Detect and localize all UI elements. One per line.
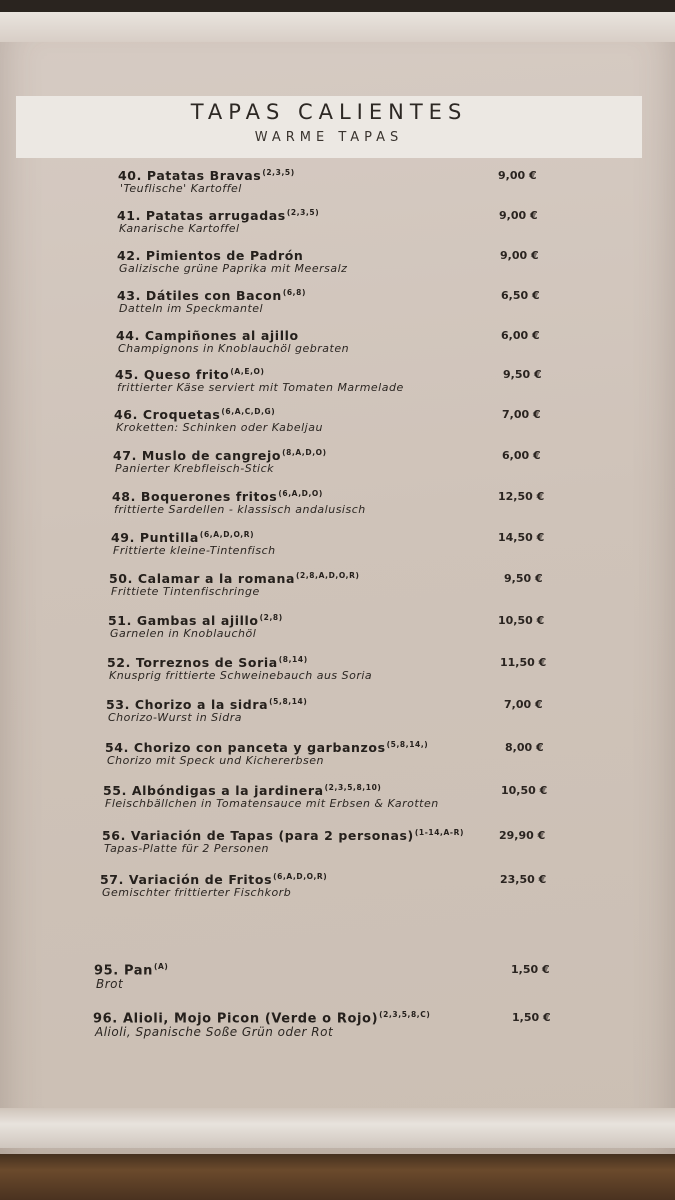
item-description: 'Teuflische' Kartoffel — [120, 182, 242, 195]
item-price: 6,00 € — [502, 449, 541, 462]
item-price: 14,50 € — [498, 531, 545, 544]
item-name: 50. Calamar a la romana$^{(2,8,A,D,O,R)}$ — [109, 571, 360, 587]
item-name: 53. Chorizo a la sidra$^{(5,8,14)}$ — [106, 697, 308, 713]
item-price: 12,50 € — [498, 490, 545, 503]
item-description: Brot — [96, 977, 124, 991]
item-allergens: (8,A,D,O) — [282, 448, 327, 457]
item-allergens: (2,3,5,8,10) — [324, 783, 382, 792]
item-description: frittierter Käse serviert mit Tomaten Marmelade — [117, 381, 404, 394]
item-name: 52. Torreznos de Soria$^{(8,14)}$ — [107, 655, 308, 671]
menu-subtitle: WARME TAPAS — [254, 130, 404, 145]
item-name: 44. Campiñones al ajillo — [116, 328, 299, 344]
item-description: Datteln im Speckmantel — [119, 302, 264, 315]
item-description: Kroketten: Schinken oder Kabeljau — [116, 421, 323, 434]
item-name: 45. Queso frito$^{(A,E,O)}$ — [115, 367, 265, 383]
item-name: 96. Alioli, Mojo Picon (Verde o Rojo)$^{(2,3,5,8,C)}$ — [93, 1010, 431, 1027]
item-description: Knusprig frittierte Schweinebauch aus Soria — [109, 669, 373, 682]
item-name: 40. Patatas Bravas$^{(2,3,5)}$ — [118, 168, 295, 184]
page-bottom-edge — [0, 1108, 675, 1148]
item-description: Chorizo mit Speck und Kichererbsen — [107, 754, 324, 767]
item-allergens: (2,3,5) — [262, 168, 295, 177]
item-description: Gemischter frittierter Fischkorb — [102, 886, 292, 899]
item-name: 41. Patatas arrugadas$^{(2,3,5)}$ — [117, 208, 320, 224]
item-allergens: (A) — [153, 962, 169, 971]
item-description: Garnelen in Knoblauchöl — [110, 627, 257, 640]
item-name: 54. Chorizo con panceta y garbanzos$^{(5,8,14,)}$ — [105, 740, 429, 756]
item-price: 1,50 € — [511, 963, 550, 976]
item-price: 10,50 € — [498, 614, 545, 627]
item-allergens: (2,8,A,D,O,R) — [296, 571, 360, 580]
item-name: 43. Dátiles con Bacon$^{(6,8)}$ — [117, 288, 306, 304]
item-description: Kanarische Kartoffel — [119, 222, 240, 235]
item-allergens: (6,8) — [282, 288, 306, 297]
item-price: 9,50 € — [503, 368, 542, 381]
item-name: 42. Pimientos de Padrón — [117, 248, 304, 264]
item-description: Frittierte kleine-Tintenfisch — [113, 544, 276, 557]
item-allergens: (2,3,5) — [286, 208, 320, 217]
item-name: 49. Puntilla$^{(6,A,D,O,R)}$ — [111, 530, 255, 546]
item-description: frittierte Sardellen - klassisch andalusisch — [114, 503, 366, 516]
item-price: 1,50 € — [512, 1011, 551, 1024]
item-price: 29,90 € — [499, 829, 546, 842]
page-top-edge — [0, 12, 675, 42]
menu-title: TAPAS CALIENTES — [190, 100, 468, 124]
item-description: Tapas-Platte für 2 Personen — [104, 842, 270, 855]
item-name: 95. Pan$^{(A)}$ — [94, 962, 169, 979]
item-allergens: (1-14,A-R) — [414, 828, 465, 837]
item-price: 9,00 € — [500, 249, 539, 262]
item-allergens: (8,14) — [278, 655, 308, 664]
item-allergens: (5,8,14) — [269, 697, 308, 706]
item-price: 10,50 € — [501, 784, 548, 797]
item-price: 8,00 € — [505, 741, 544, 754]
item-description: Champignons in Knoblauchöl gebraten — [118, 342, 350, 355]
item-price: 7,00 € — [502, 408, 541, 421]
item-allergens: (2,8) — [259, 613, 283, 622]
item-allergens: (2,3,5,8,C) — [379, 1010, 431, 1019]
item-price: 6,00 € — [501, 329, 540, 342]
item-allergens: (6,A,D,O,R) — [199, 530, 255, 539]
item-description: Panierter Krebfleisch-Stick — [115, 462, 275, 475]
item-description: Frittiete Tintenfischringe — [111, 585, 260, 598]
item-allergens: (6,A,C,D,G) — [221, 407, 276, 416]
item-price: 9,50 € — [504, 572, 543, 585]
item-price: 23,50 € — [500, 873, 547, 886]
item-allergens: (6,A,D,O) — [278, 489, 323, 498]
table-surface — [0, 1150, 675, 1200]
item-price: 9,00 € — [499, 209, 538, 222]
item-name: 46. Croquetas$^{(6,A,C,D,G)}$ — [114, 407, 276, 423]
item-name: 47. Muslo de cangrejo$^{(8,A,D,O)}$ — [113, 448, 327, 464]
item-name: 57. Variación de Fritos$^{(6,A,D,O,R)}$ — [100, 872, 328, 888]
item-price: 11,50 € — [500, 656, 547, 669]
item-allergens: (5,8,14,) — [386, 740, 429, 749]
item-description: Chorizo-Wurst in Sidra — [108, 711, 242, 724]
item-price: 6,50 € — [501, 289, 540, 302]
item-name: 51. Gambas al ajillo$^{(2,8)}$ — [108, 613, 283, 629]
item-name: 56. Variación de Tapas (para 2 personas)$^{(1-14,A-R)}$ — [102, 828, 465, 844]
item-description: Galizische grüne Paprika mit Meersalz — [119, 262, 348, 275]
item-allergens: (A,E,O) — [230, 367, 265, 376]
item-allergens: (6,A,D,O,R) — [273, 872, 328, 881]
item-name: 55. Albóndigas a la jardinera$^{(2,3,5,8,10)}$ — [103, 783, 382, 799]
item-description: Alioli, Spanische Soße Grün oder Rot — [95, 1025, 334, 1039]
item-name: 48. Boquerones fritos$^{(6,A,D,O)}$ — [112, 489, 323, 505]
item-price: 7,00 € — [504, 698, 543, 711]
item-price: 9,00 € — [498, 169, 537, 182]
item-description: Fleischbällchen in Tomatensauce mit Erbsen & Karotten — [105, 797, 439, 810]
